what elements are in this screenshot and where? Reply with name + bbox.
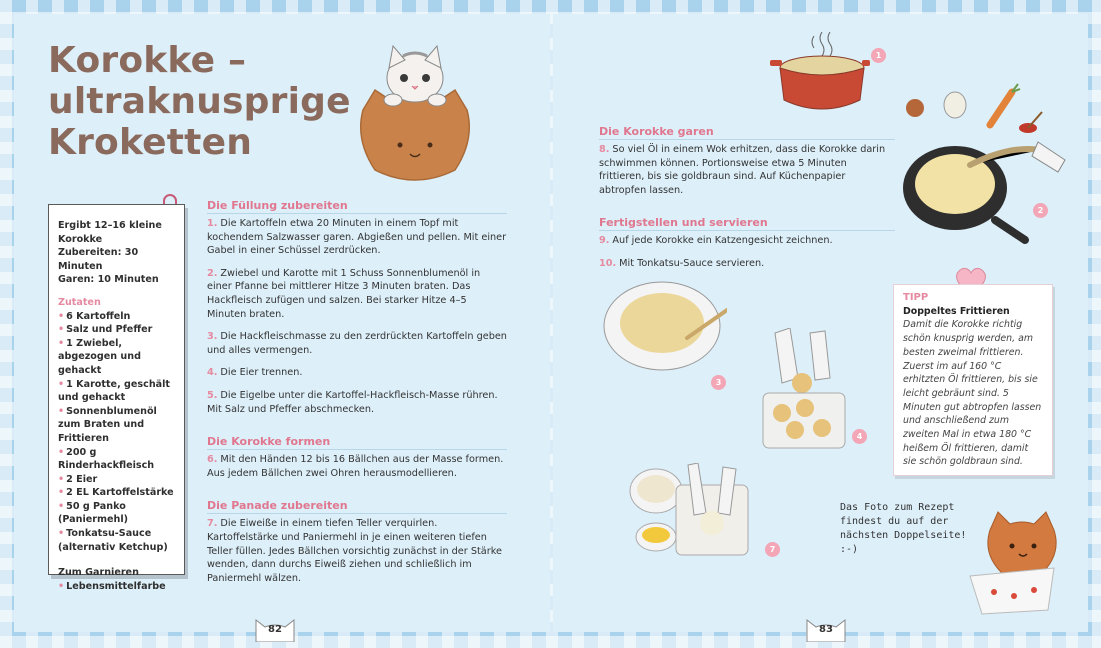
garnish-item: • Lebensmittelfarbe: [58, 580, 166, 592]
ingredient-item: • 2 Eier: [58, 473, 98, 485]
pot-illustration: [770, 30, 870, 115]
shaping-illustration: [760, 328, 850, 453]
ingredients-card: [48, 204, 185, 592]
breading-illustration: [628, 463, 753, 573]
ingredient-item: • Tonkatsu-Sauce (alternativ Ketchup): [58, 528, 168, 553]
right-instructions: [599, 124, 895, 280]
tip-label: TIPP: [903, 292, 929, 303]
ingredient-item: • Salz und Pfeffer: [58, 324, 153, 336]
step-item: 10. Mit Tonkatsu-Sauce servieren.: [599, 257, 765, 269]
tip-title: Doppeltes Frittieren: [903, 305, 1010, 317]
step-item: 2. Zwiebel und Karotte mit 1 Schuss Sonnenblumenöl in einer Pfanne bei mittlerer Hitze 3 Minuten braten. Das Hackfleisch zufügen und salzen. Bei starker Hitze 4–5 Minuten braten.: [207, 267, 481, 320]
page-number-left: 82: [253, 612, 297, 642]
step-badge: 2: [1033, 203, 1048, 218]
step-item: 4. Die Eier trennen.: [207, 367, 303, 379]
tip-text: Damit die Korokke richtig schön knusprig werden, am besten zweimal frittieren. Zuerst im auf 160 °C erhitzten Öl frittieren, bis sie leicht gebräunt sind. 5 Minuten gut abtropfen lassen und anschließend zum zweiten Mal in etwa 180 °C heißem Öl frittieren, damit sie schön goldbraun sind.: [903, 319, 1042, 468]
step-item: 5. Die Eigelbe unter die Kartoffel-Hackfleisch-Masse rühren. Mit Salz und Pfeffer abschmecken.: [207, 389, 498, 415]
garnish-heading: Zum Garnieren: [58, 567, 139, 579]
ingredient-item: • 1 Zwiebel, abgezogen und gehackt: [58, 337, 141, 376]
section-title: Die Füllung zubereiten: [207, 198, 507, 214]
ingredient-item: • Sonnenblumenöl zum Braten und Frittieren: [58, 405, 157, 444]
step-item: 9. Auf jede Korokke ein Katzengesicht zeichnen.: [599, 235, 833, 247]
ingredient-item: • 200 g Rinderhackfleisch: [58, 446, 155, 472]
ingredient-item: • 2 EL Kartoffelstärke: [58, 487, 174, 499]
ingredient-list: [58, 310, 175, 555]
cook-time-text: Garen: 10 Minuten: [58, 274, 159, 286]
section-title: Die Korokke garen: [599, 124, 895, 140]
step-badge: 1: [871, 48, 886, 63]
ingredient-item: • 6 Kartoffeln: [58, 310, 131, 322]
step-item: 3. Die Hackfleischmasse zu den zerdrückten Kartoffeln geben und alles vermengen.: [207, 331, 507, 356]
page-number-right: 83: [804, 612, 848, 642]
yield-text: Ergibt 12–16 kleine Korokke: [58, 220, 162, 245]
step-badge: 3: [711, 375, 726, 390]
section-title: Die Panade zubereiten: [207, 498, 507, 514]
tip-box: [893, 284, 1053, 476]
pan-illustration: [900, 80, 1075, 250]
step-badge: 4: [852, 429, 867, 444]
cat-croquette-illustration: [355, 40, 475, 185]
step-badge: 7: [765, 542, 780, 557]
step-item: 6. Mit den Händen 12 bis 16 Bällchen aus der Masse formen. Aus jedem Bällchen zwei Ohren herausmodellieren.: [207, 454, 504, 479]
recipe-title: Korokke – ultraknusprige Kroketten: [48, 40, 351, 163]
croquette-cup-illustration: [962, 510, 1062, 615]
ingredients-heading: Zutaten: [58, 296, 101, 308]
left-instructions: [207, 198, 507, 594]
photo-note: Das Foto zum Rezept findest du auf der nächsten Doppelseite! :-): [840, 502, 967, 555]
section-title: Fertigstellen und servieren: [599, 215, 895, 231]
step-item: 8. So viel Öl in einem Wok erhitzen, dass die Korokke darin schwimmen können. Portionsweise etwa 5 Minuten frittieren, bis sie goldbraun sind. Auf Küchenpapier abtropfen lassen.: [599, 144, 886, 196]
prep-time-text: Zubereiten: 30 Minuten: [58, 247, 139, 272]
ingredient-item: • 1 Karotte, geschält und gehackt: [58, 378, 170, 404]
step-item: 7. Die Eiweiße in einem tiefen Teller verquirlen. Kartoffelstärke und Paniermehl in je einen weiteren tiefen Teller füllen. Jedes Bällchen vorsichtig zunächst in der Stärke wenden, dann durchs Eiweiß ziehen und schließlich im Paniermehl wälzen.: [207, 518, 502, 584]
ingredient-item: • 50 g Panko (Paniermehl): [58, 500, 128, 526]
bowl-illustration: [602, 278, 727, 383]
section-title: Die Korokke formen: [207, 434, 507, 450]
step-item: 1. Die Kartoffeln etwa 20 Minuten in einem Topf mit kochendem Salzwasser garen. Abgießen und pellen. Mit einer Gabel in einer Schüssel zerdrücken.: [207, 218, 507, 257]
